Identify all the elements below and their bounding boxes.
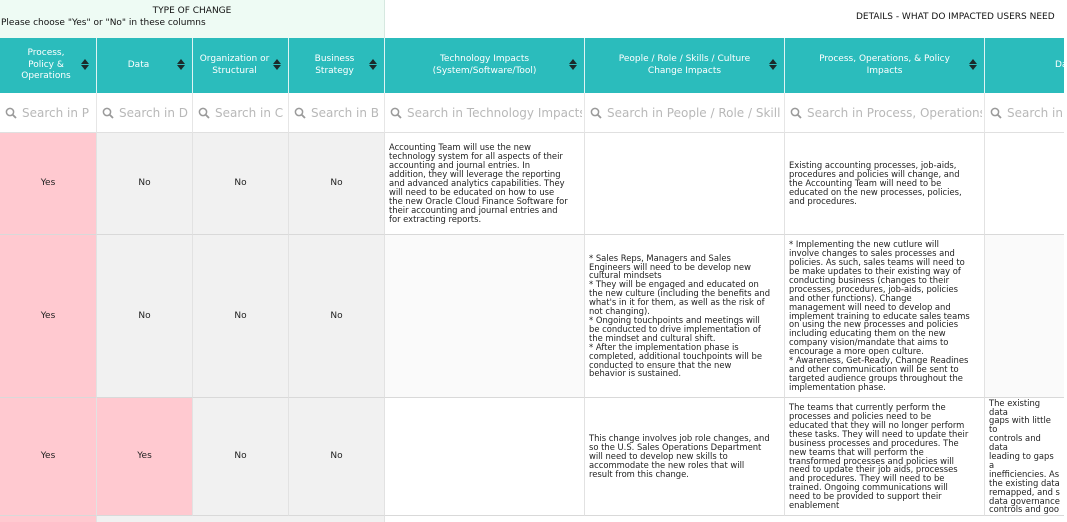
search-cell	[289, 93, 385, 133]
sort-icon[interactable]	[177, 59, 185, 71]
cell-text: * Implementing the new cutlure will involve changes to sales processes and policies. As such, sales teams will need to be make updates to their existing way of conducting business (changes to their processes, procedures, job-aids, policies and other functions). Change management will need to develop and implement training to educate sales teams on using the new processes and policies including educating them on the new company vision/mandate that aims to encourage a more open culture. * Awareness, Get-Ready, Change Readines and other communication will be sent to targeted audience groups throughout the implementation phase.	[789, 239, 970, 392]
column-header-data[interactable]	[97, 38, 193, 93]
search-icon	[590, 107, 602, 119]
column-header-label: Organization or Structural	[199, 54, 270, 76]
search-input-data-impacts[interactable]	[1007, 103, 1063, 123]
cell-data[interactable]: No	[97, 235, 193, 398]
search-icon	[198, 107, 210, 119]
search-cell	[985, 93, 1064, 133]
cell-process-impacts[interactable]	[785, 133, 985, 235]
search-cell	[785, 93, 985, 133]
cell-organization[interactable]: No	[193, 133, 289, 235]
table-row-partial	[97, 516, 385, 522]
cell-strategy[interactable]: No	[289, 235, 385, 398]
sort-icon[interactable]	[969, 59, 977, 71]
search-cell	[97, 93, 193, 133]
cell-technology[interactable]	[385, 133, 585, 235]
cell-organization[interactable]: No	[193, 398, 289, 516]
column-header-process-policy[interactable]	[0, 38, 97, 93]
column-header-process-impacts[interactable]	[785, 38, 985, 93]
cell-data[interactable]: No	[97, 133, 193, 235]
cell-text: The existing data gaps with little to controls and data leading to gaps a inefficiencies. As the existing data remapped, and s data governance controls and goo	[989, 397, 1060, 515]
search-cell	[193, 93, 289, 133]
column-header-label: People / Role / Skills / Culture Change Impacts	[618, 54, 751, 76]
cell-data[interactable]: Yes	[97, 398, 193, 516]
type-of-change-group-header	[0, 0, 385, 38]
sort-icon[interactable]	[569, 59, 577, 71]
cell-people[interactable]	[585, 235, 785, 398]
cell-text: Existing accounting processes, job-aids, procedures and policies will change, and the Accounting Team will need to be educated on the new processes, policies, and procedures.	[789, 160, 962, 206]
column-header-business-strategy[interactable]	[289, 38, 385, 93]
cell-data-impacts[interactable]	[985, 133, 1064, 235]
cell-process[interactable]: Yes	[0, 235, 97, 398]
type-of-change-instruction: Please choose "Yes" or "No" in these columns	[1, 18, 206, 28]
search-icon	[990, 107, 1002, 119]
sort-icon[interactable]	[769, 59, 777, 71]
sort-icon[interactable]	[81, 59, 89, 71]
search-cell	[0, 93, 97, 133]
search-icon	[390, 107, 402, 119]
cell-text: The teams that currently perform the processes and policies need to be educated that they will no longer perform these tasks. They will need to update their business processes and procedures. The new teams that will perform the transformed processes and policies will need to update their job aids, processes and procedures. They will need to be trained. Ongoing communications will need to be provided to support their enablement	[789, 402, 969, 511]
column-header-organization[interactable]	[193, 38, 289, 93]
search-icon	[790, 107, 802, 119]
search-input-technology[interactable]	[407, 103, 582, 123]
cell-data-impacts[interactable]	[985, 235, 1064, 398]
cell-text: Accounting Team will use the new technology system for all aspects of their accounting and journal entries. In addition, they will leverage the reporting and advanced analytics capabilities. They will need to be educated on how to use the new Oracle Cloud Finance Software for their accounting and journal entries and for extracting reports.	[389, 142, 568, 224]
cell-data-impacts[interactable]	[985, 398, 1064, 516]
search-input-data[interactable]	[119, 103, 191, 123]
cell-technology[interactable]	[385, 398, 585, 516]
cell-organization[interactable]: No	[193, 235, 289, 398]
column-header-people-impacts[interactable]	[585, 38, 785, 93]
details-title: DETAILS - WHAT DO IMPACTED USERS NEED	[856, 12, 1055, 22]
search-cell	[385, 93, 585, 133]
column-header-label: Process, Policy & Operations	[21, 48, 71, 82]
search-icon	[5, 107, 17, 119]
column-header-label: Da	[1055, 59, 1067, 70]
column-header-label: Business Strategy	[314, 54, 355, 76]
cell-process-impacts[interactable]	[785, 235, 985, 398]
cell-process-impacts[interactable]	[785, 398, 985, 516]
search-icon	[102, 107, 114, 119]
cell-text: This change involves job role changes, and so the U.S. Sales Operations Department will need to develop new skills to accommodate the new roles that will result from this change.	[589, 433, 770, 479]
details-group-header	[385, 0, 1064, 38]
column-header-label: Technology Impacts (System/Software/Tool)	[432, 54, 537, 76]
column-header-data-impacts[interactable]	[985, 38, 1067, 93]
table-row-partial	[0, 516, 97, 522]
cell-technology[interactable]	[385, 235, 585, 398]
search-input-process-impacts[interactable]	[807, 103, 982, 123]
search-input-process[interactable]	[22, 103, 94, 123]
cell-people[interactable]	[585, 398, 785, 516]
cell-people[interactable]	[585, 133, 785, 235]
cell-strategy[interactable]: No	[289, 398, 385, 516]
type-of-change-title: TYPE OF CHANGE	[152, 6, 232, 16]
column-header-label: Data	[127, 59, 150, 70]
column-header-technology-impacts[interactable]	[385, 38, 585, 93]
sort-icon[interactable]	[273, 59, 281, 71]
column-header-label: Process, Operations, & Policy Impacts	[819, 54, 950, 76]
search-input-organization[interactable]	[215, 103, 287, 123]
search-input-strategy[interactable]	[311, 103, 383, 123]
cell-text: * Sales Reps, Managers and Sales Engineers will need to be develop new cultural mindsets * They will be engaged and educated on the new culture (including the benefits and what's in it for them, as well as the risk of not changing). * Ongoing touchpoints and meetings will be conducted to drive implementation of the mindset and cultural shift. * After the implementation phase is completed, additional touchpoints will be conducted to ensure that the new behavior is sustained.	[589, 252, 771, 379]
sort-icon[interactable]	[369, 59, 377, 71]
search-input-people[interactable]	[607, 103, 782, 123]
cell-process[interactable]: Yes	[0, 133, 97, 235]
search-icon	[294, 107, 306, 119]
search-cell	[585, 93, 785, 133]
cell-strategy[interactable]: No	[289, 133, 385, 235]
cell-process[interactable]: Yes	[0, 398, 97, 516]
